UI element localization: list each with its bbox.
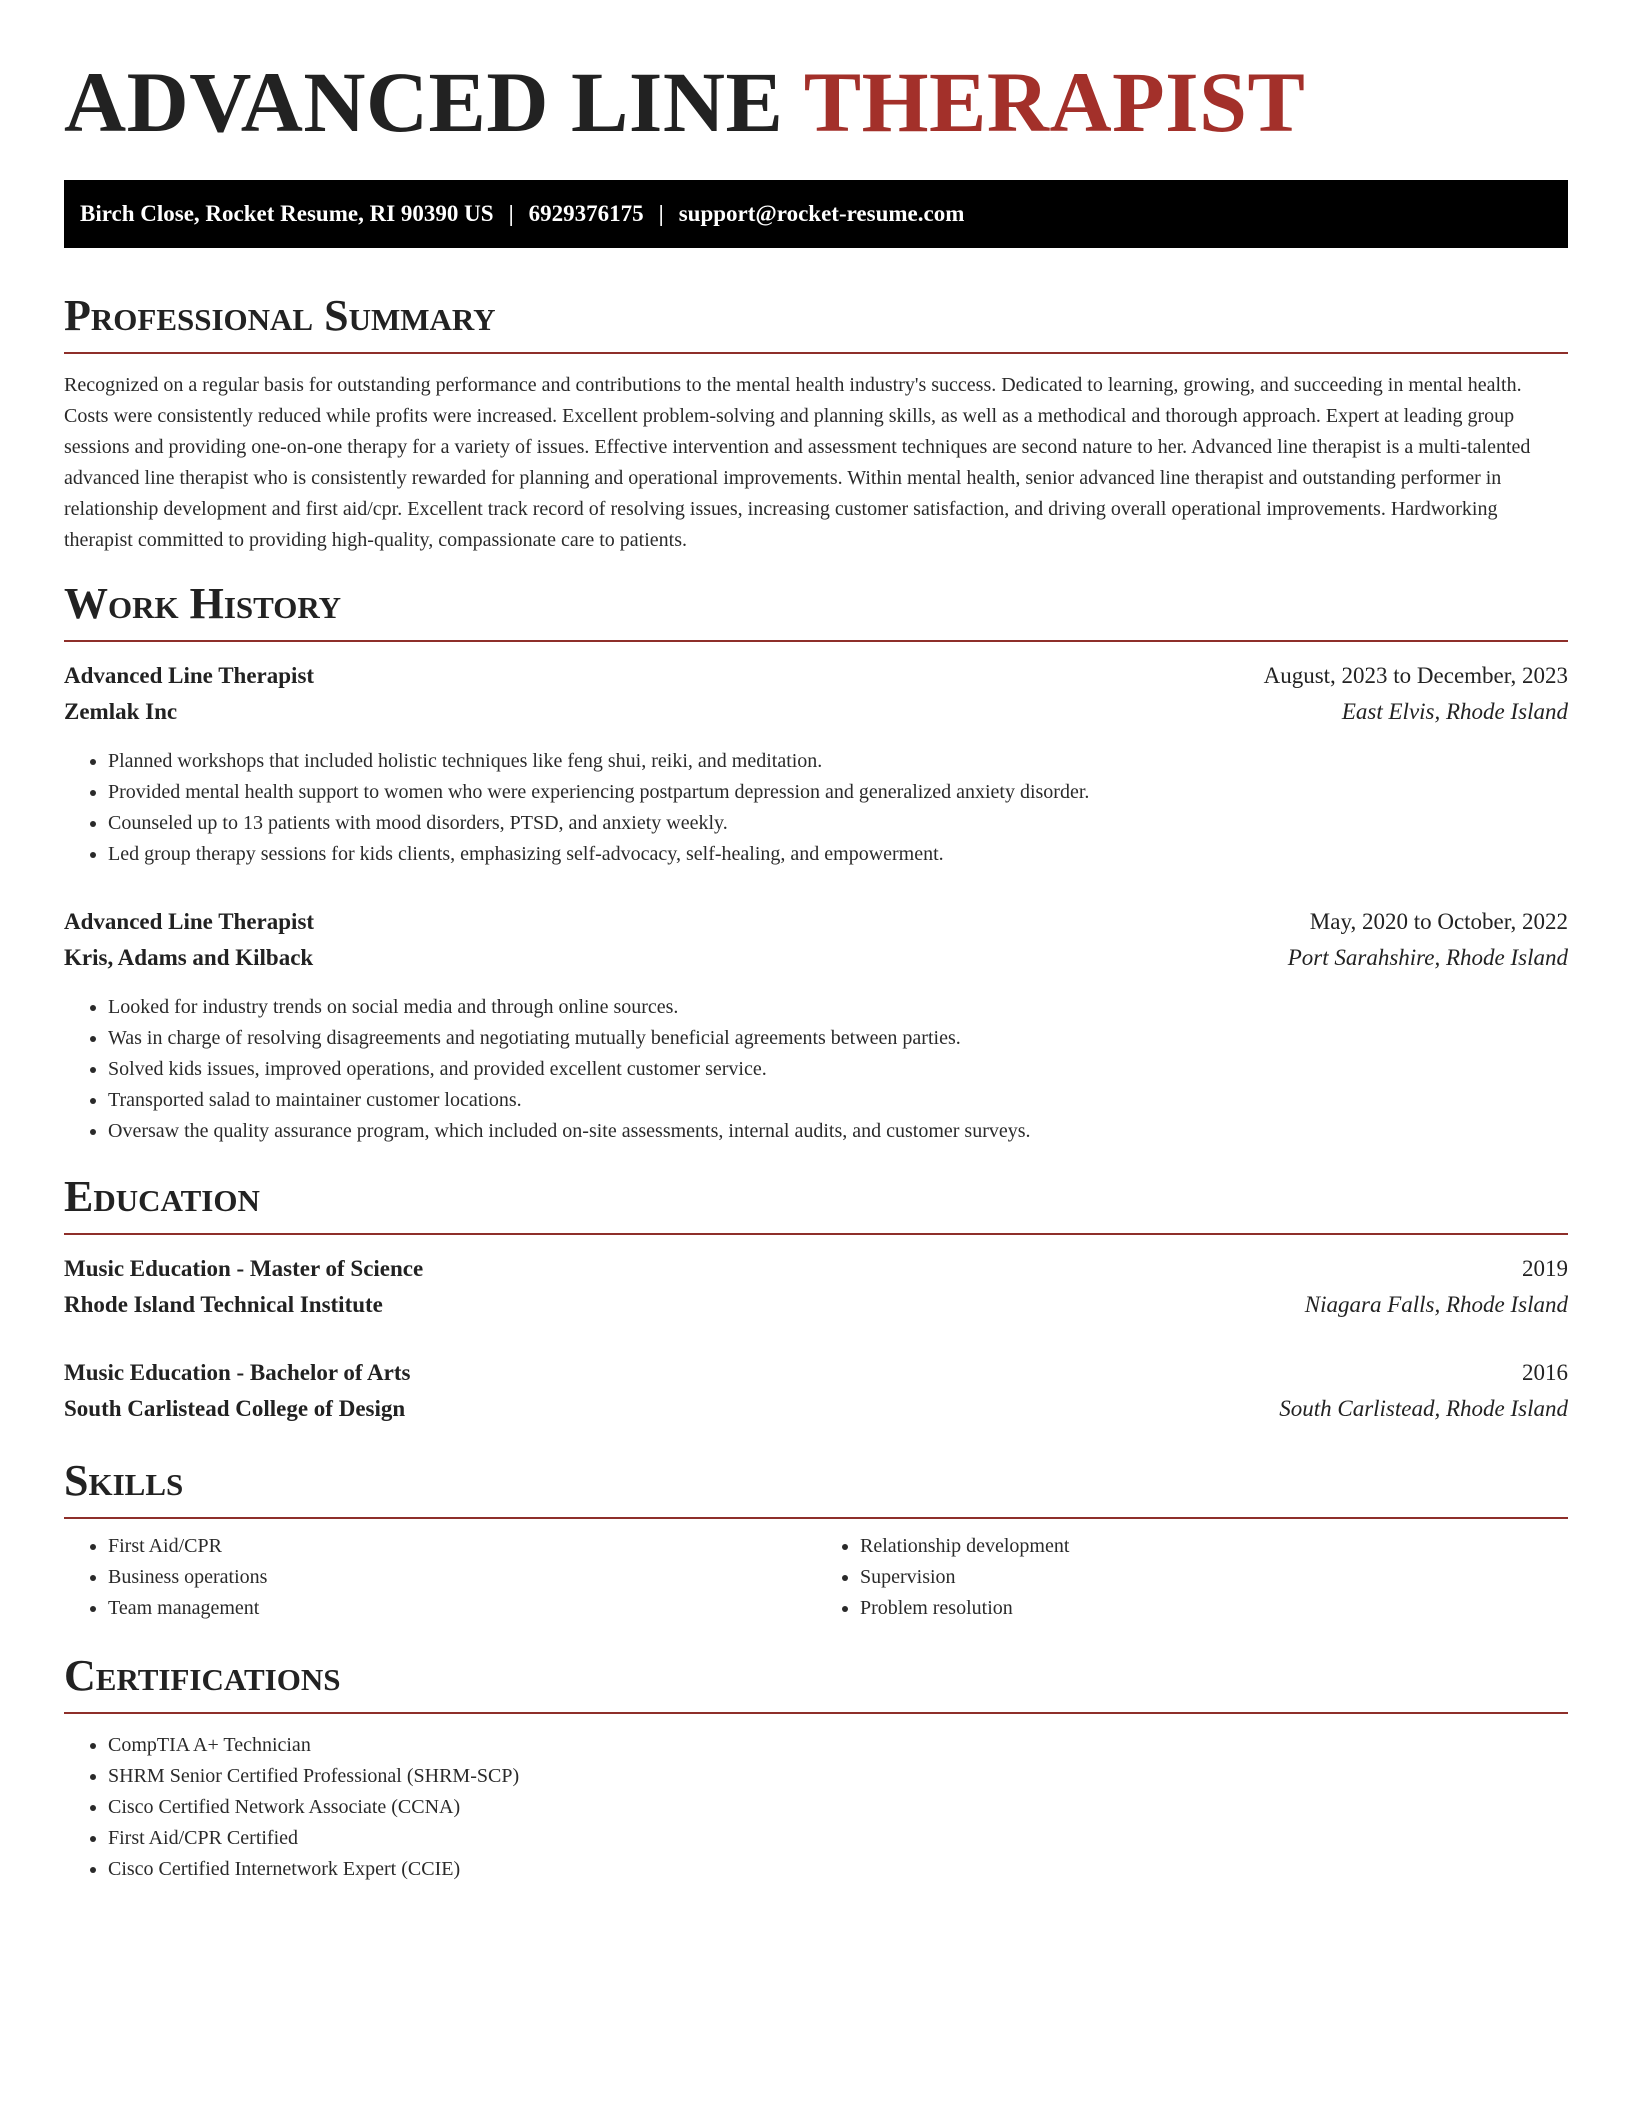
job-title-row <box>64 658 1568 694</box>
list-item: • Was in charge of resolving disagreements and negotiating mutually beneficial agreements between parties. <box>108 1023 1568 1054</box>
contact-bar <box>64 180 1568 248</box>
list-item: • Relationship development <box>860 1531 1568 1562</box>
job-entry <box>64 904 1568 1147</box>
contact-email[interactable]: support@rocket-resume.com <box>678 201 965 226</box>
list-item: • Planned workshops that included holistic techniques like feng shui, reiki, and meditation. <box>108 746 1568 777</box>
education-entry <box>64 1355 1568 1427</box>
job-duties-list <box>64 746 1568 870</box>
education-degree-row <box>64 1355 1568 1391</box>
list-item: • SHRM Senior Certified Professional (SHRM-SCP) <box>108 1761 1568 1792</box>
section-heading-skills: Skills <box>64 1456 184 1505</box>
skills-grid <box>64 1531 1568 1624</box>
job-title: Advanced Line Therapist <box>64 663 315 688</box>
list-item: • Cisco Certified Internetwork Expert (CCIE) <box>108 1854 1568 1885</box>
education-degree: Music Education - Bachelor of Arts <box>64 1360 411 1385</box>
contact-separator: | <box>508 201 514 226</box>
section-heading-certifications: Certifications <box>64 1651 341 1700</box>
education-school-row <box>64 1287 1568 1323</box>
job-location: Port Sarahshire, Rhode Island <box>1287 945 1568 970</box>
list-item: • Team management <box>108 1593 816 1624</box>
list-item: • Solved kids issues, improved operations, and provided excellent customer service. <box>108 1054 1568 1085</box>
list-item: • Led group therapy sessions for kids clients, emphasizing self-advocacy, self-healing, and empowerment. <box>108 839 1568 870</box>
section-heading-education: Education <box>64 1172 260 1221</box>
list-item: • Problem resolution <box>860 1593 1568 1624</box>
job-company-row <box>64 694 1568 730</box>
list-item: • First Aid/CPR <box>108 1531 816 1562</box>
section-divider <box>64 352 1568 354</box>
education-section <box>64 1171 1568 1427</box>
list-item: • CompTIA A+ Technician <box>108 1730 1568 1761</box>
summary-section <box>64 290 1568 556</box>
section-heading-work: Work History <box>64 579 342 628</box>
title-accent: THERAPIST <box>803 54 1306 150</box>
education-year: 2016 <box>1522 1360 1568 1385</box>
list-item: • Business operations <box>108 1562 816 1593</box>
list-item: • Counseled up to 13 patients with mood disorders, PTSD, and anxiety weekly. <box>108 808 1568 839</box>
section-divider <box>64 640 1568 642</box>
education-school: Rhode Island Technical Institute <box>64 1292 383 1317</box>
education-school-row <box>64 1391 1568 1427</box>
job-entry <box>64 658 1568 870</box>
list-item: • Supervision <box>860 1562 1568 1593</box>
work-history-section <box>64 578 1568 1147</box>
list-item: • First Aid/CPR Certified <box>108 1823 1568 1854</box>
job-title-row <box>64 904 1568 940</box>
education-degree: Music Education - Master of Science <box>64 1256 424 1281</box>
certifications-section <box>64 1650 1568 1885</box>
education-school: South Carlistead College of Design <box>64 1396 406 1421</box>
job-dates: May, 2020 to October, 2022 <box>1309 909 1568 934</box>
job-company-row <box>64 940 1568 976</box>
job-duties-list <box>64 992 1568 1147</box>
education-entry <box>64 1251 1568 1323</box>
education-year: 2019 <box>1522 1256 1568 1281</box>
skills-list-left <box>64 1531 816 1624</box>
contact-separator: | <box>658 201 664 226</box>
section-divider <box>64 1712 1568 1714</box>
contact-address: Birch Close, Rocket Resume, RI 90390 US <box>80 201 494 226</box>
title-main: ADVANCED LINE <box>64 54 784 150</box>
section-heading-summary: Professional Summary <box>64 291 496 340</box>
list-item: • Transported salad to maintainer customer locations. <box>108 1085 1568 1116</box>
list-item: • Looked for industry trends on social media and through online sources. <box>108 992 1568 1023</box>
section-divider <box>64 1517 1568 1519</box>
list-item: • Oversaw the quality assurance program, which included on-site assessments, internal audits, and customer surveys. <box>108 1116 1568 1147</box>
page-title <box>64 52 1568 152</box>
job-company: Zemlak Inc <box>64 699 178 724</box>
section-divider <box>64 1233 1568 1235</box>
list-item: • Cisco Certified Network Associate (CCNA) <box>108 1792 1568 1823</box>
job-title: Advanced Line Therapist <box>64 909 315 934</box>
contact-phone[interactable]: 6929376175 <box>528 201 644 226</box>
job-company: Kris, Adams and Kilback <box>64 945 314 970</box>
education-location: South Carlistead, Rhode Island <box>1279 1396 1568 1421</box>
skills-section <box>64 1455 1568 1624</box>
list-item: • Provided mental health support to women who were experiencing postpartum depression and generalized anxiety disorder. <box>108 777 1568 808</box>
education-location: Niagara Falls, Rhode Island <box>1304 1292 1568 1317</box>
certifications-list <box>64 1730 1568 1885</box>
job-dates: August, 2023 to December, 2023 <box>1263 663 1568 688</box>
education-degree-row <box>64 1251 1568 1287</box>
skills-list-right <box>816 1531 1568 1624</box>
summary-text: Recognized on a regular basis for outstanding performance and contributions to the mental health industry's success. Dedicated to learning, growing, and succeeding in mental health. Costs were consistently reduced while profits were increased. Excellent problem-solving and planning skills, as well as a methodical and thorough approach. Expert at leading group sessions and providing one-on-one therapy for a variety of issues. Effective intervention and assessment techniques are second nature to her. Advanced line therapist is a multi-talented advanced line therapist who is consistently rewarded for planning and operational improvements. Within mental health, senior advanced line therapist and outstanding performer in relationship development and first aid/cpr. Excellent track record of resolving issues, increasing customer satisfaction, and driving overall operational improvements. Hardworking therapist committed to providing high-quality, compassionate care to patients. <box>64 374 1531 551</box>
job-location: East Elvis, Rhode Island <box>1341 699 1568 724</box>
